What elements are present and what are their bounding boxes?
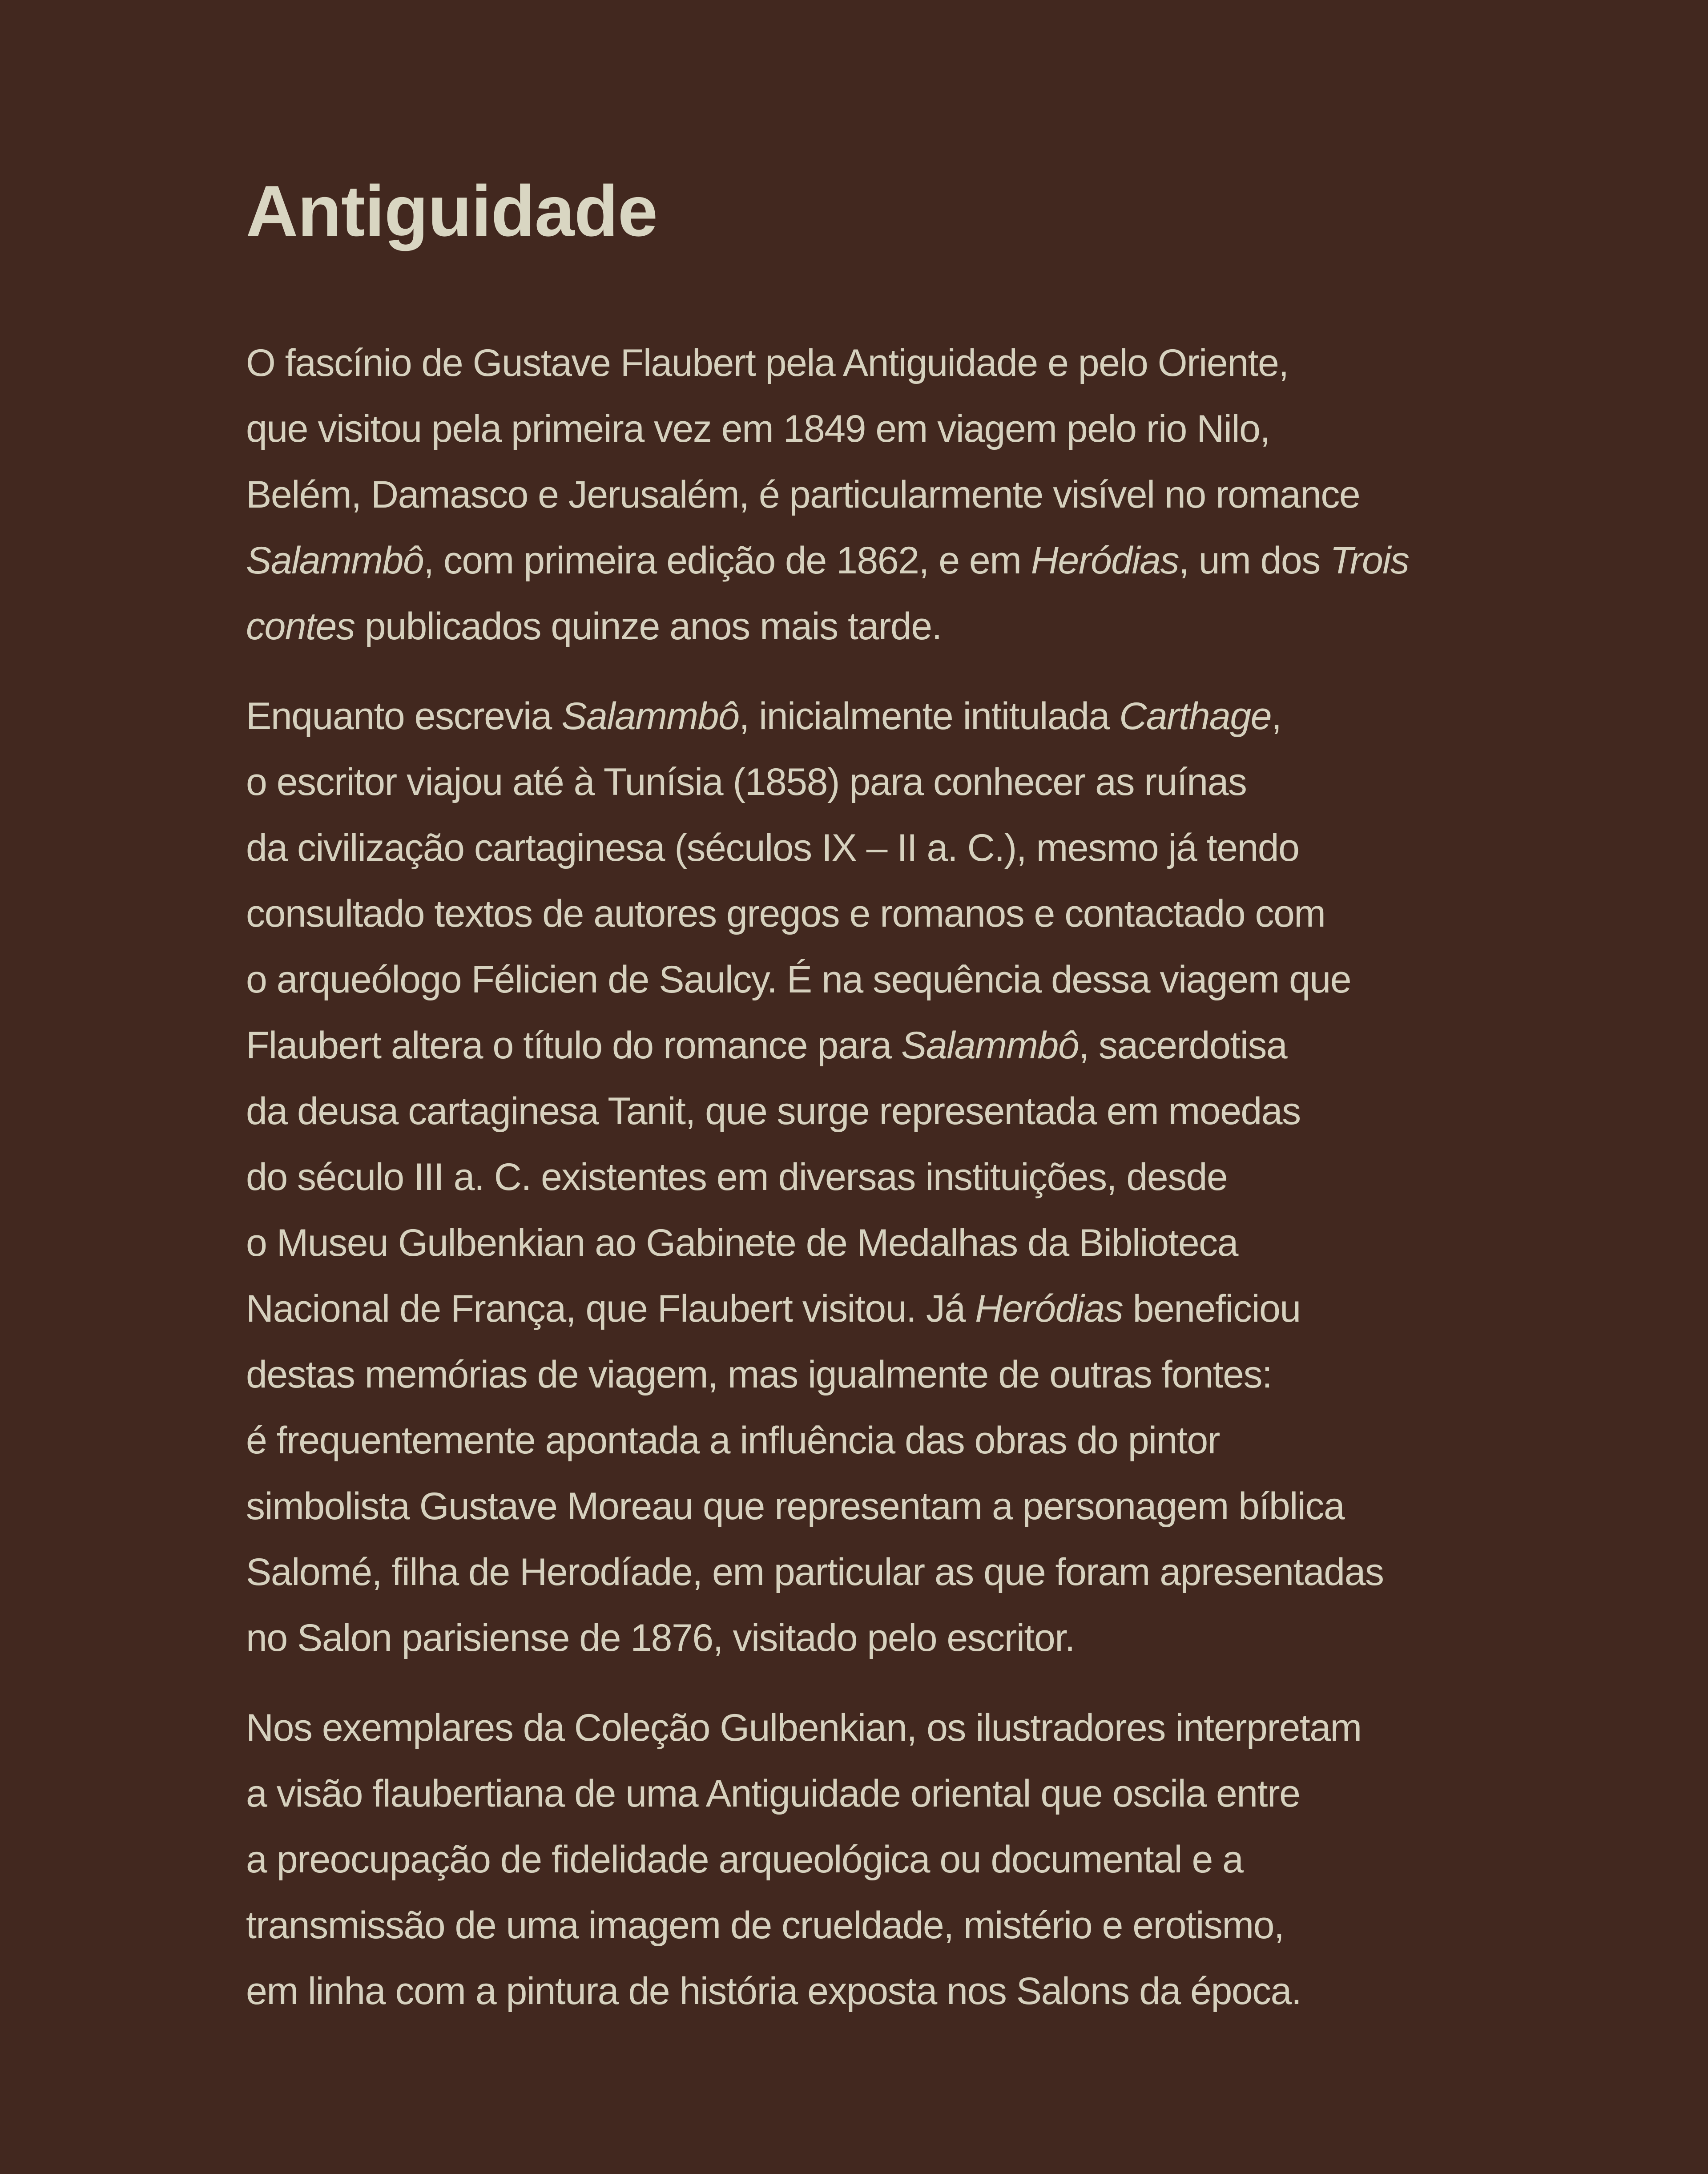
text-segment: O fascínio de Gustave Flaubert pela Antiguidade e pelo Oriente,: [246, 342, 1289, 384]
text-segment: que visitou pela primeira vez em 1849 em viagem pelo rio Nilo,: [246, 407, 1270, 450]
text-segment: , inicialmente intitulada: [739, 695, 1120, 738]
section-title: Antiguidade: [246, 171, 657, 251]
text-line: [246, 1408, 1536, 1473]
text-line: [246, 1473, 1536, 1539]
italic-title-text: contes: [246, 605, 355, 648]
text-line: [246, 330, 1536, 396]
text-segment: Nacional de França, que Flaubert visitou. Já: [246, 1287, 975, 1330]
paragraph: [246, 1695, 1536, 2024]
text-line: [246, 1342, 1536, 1408]
text-segment: o arqueólogo Félicien de Saulcy. É na sequência dessa viagem que: [246, 958, 1351, 1001]
text-line: [246, 593, 1536, 659]
text-segment: em linha com a pintura de história exposta nos Salons da época.: [246, 1970, 1301, 2013]
text-segment: o Museu Gulbenkian ao Gabinete de Medalhas da Biblioteca: [246, 1222, 1238, 1264]
italic-title-text: Carthage: [1119, 695, 1272, 738]
text-segment: Salomé, filha de Herodíade, em particular as que foram apresentadas: [246, 1551, 1384, 1593]
italic-title-text: Salammbô: [561, 695, 739, 738]
text-line: [246, 815, 1536, 881]
text-line: [246, 1276, 1536, 1342]
article: [246, 160, 1536, 2024]
text-line: [246, 1695, 1536, 1761]
italic-title-text: Salammbô: [246, 539, 424, 582]
text-line: [246, 683, 1536, 749]
text-line: [246, 528, 1536, 593]
text-line: [246, 1210, 1536, 1276]
text-line: [246, 1958, 1536, 2024]
text-segment: a visão flaubertiana de uma Antiguidade oriental que oscila entre: [246, 1772, 1300, 1815]
text-segment: da civilização cartaginesa (séculos IX – II a. C.), mesmo já tendo: [246, 827, 1299, 869]
text-segment: Flaubert altera o título do romance para: [246, 1024, 902, 1067]
text-segment: , um dos: [1178, 539, 1330, 582]
text-line: [246, 1605, 1536, 1671]
text-line: [246, 396, 1536, 462]
text-line: [246, 1144, 1536, 1210]
italic-title-text: Trois: [1330, 539, 1409, 582]
text-segment: simbolista Gustave Moreau que representam a personagem bíblica: [246, 1485, 1345, 1528]
text-segment: beneficiou: [1123, 1287, 1301, 1330]
text-segment: , sacerdotisa: [1079, 1024, 1287, 1067]
italic-title-text: Salammbô: [901, 1024, 1079, 1067]
italic-title-text: Heródias: [975, 1287, 1123, 1330]
text-line: [246, 1892, 1536, 1958]
text-segment: no Salon parisiense de 1876, visitado pelo escritor.: [246, 1617, 1075, 1659]
text-line: [246, 947, 1536, 1012]
text-segment: da deusa cartaginesa Tanit, que surge representada em moedas: [246, 1090, 1301, 1133]
text-segment: transmissão de uma imagem de crueldade, mistério e erotismo,: [246, 1904, 1284, 1947]
text-line: [246, 1078, 1536, 1144]
text-line: [246, 1539, 1536, 1605]
text-line: [246, 881, 1536, 947]
paragraph: [246, 330, 1536, 659]
text-segment: é frequentemente apontada a influência das obras do pintor: [246, 1419, 1220, 1462]
text-segment: Belém, Damasco e Jerusalém, é particularmente visível no romance: [246, 473, 1360, 516]
text-line: [246, 1761, 1536, 1827]
article-body: [246, 330, 1536, 2024]
text-segment: Enquanto escrevia: [246, 695, 562, 738]
text-segment: ,: [1271, 695, 1281, 738]
text-segment: consultado textos de autores gregos e romanos e contactado com: [246, 892, 1325, 935]
text-line: [246, 749, 1536, 815]
text-segment: o escritor viajou até à Tunísia (1858) para conhecer as ruínas: [246, 761, 1247, 803]
text-segment: , com primeira edição de 1862, e em: [423, 539, 1031, 582]
text-segment: Nos exemplares da Coleção Gulbenkian, os ilustradores interpretam: [246, 1706, 1362, 1749]
text-line: [246, 1827, 1536, 1892]
text-line: [246, 462, 1536, 528]
paragraph: [246, 683, 1536, 1671]
text-line: [246, 1012, 1536, 1078]
text-segment: a preocupação de fidelidade arqueológica ou documental e a: [246, 1838, 1243, 1881]
text-segment: do século III a. C. existentes em diversas instituições, desde: [246, 1156, 1228, 1198]
text-segment: destas memórias de viagem, mas igualmente de outras fontes:: [246, 1353, 1272, 1396]
text-segment: publicados quinze anos mais tarde.: [354, 605, 942, 648]
italic-title-text: Heródias: [1031, 539, 1179, 582]
